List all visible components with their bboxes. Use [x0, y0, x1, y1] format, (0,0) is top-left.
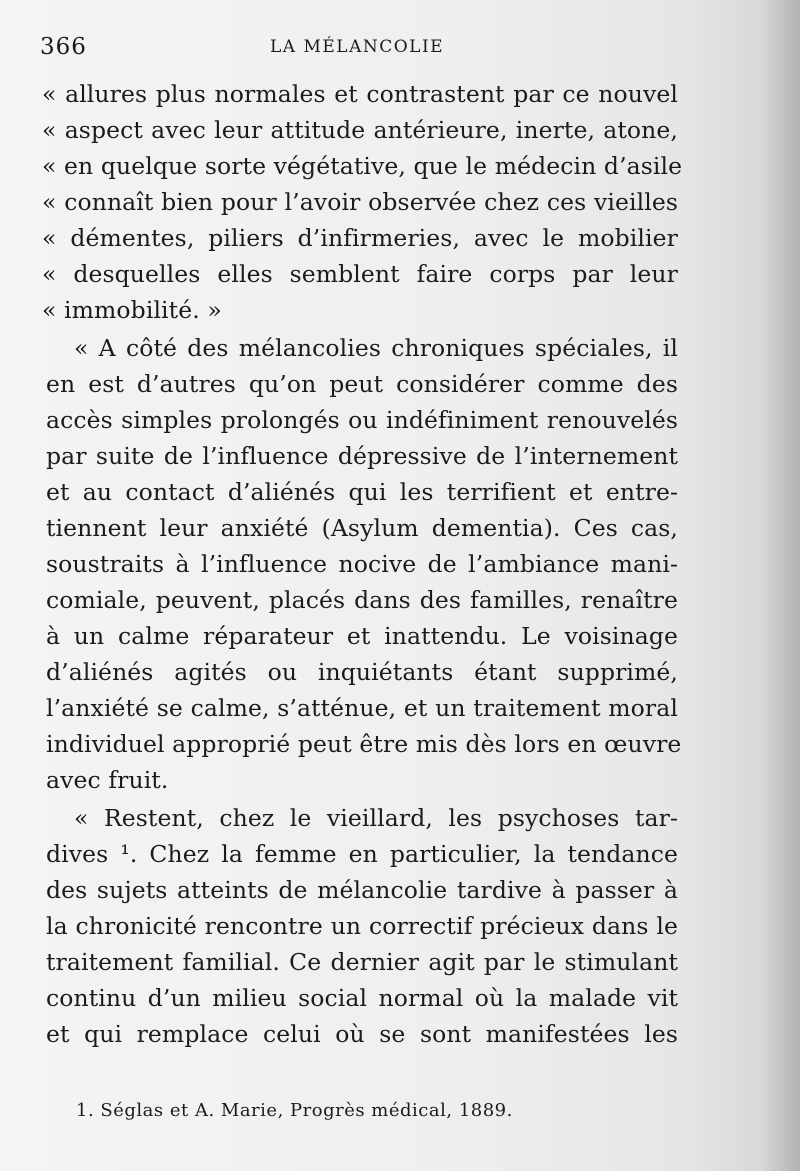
text-line: et au contact d’aliénés qui les terrifient et entre- [46, 478, 678, 506]
page-header [0, 34, 800, 64]
text-line: « A côté des mélancolies chroniques spéciales, il [74, 334, 678, 362]
page-edge-shadow [760, 0, 800, 1171]
text-line: la chronicité rencontre un correctif précieux dans le [46, 912, 678, 940]
text-line: des sujets atteints de mélancolie tardive à passer à [46, 876, 678, 904]
text-line: traitement familial. Ce dernier agit par le stimulant [46, 948, 678, 976]
text-line: dives ¹. Chez la femme en particulier, la tendance [46, 840, 678, 868]
text-line: « aspect avec leur attitude antérieure, inerte, atone, [42, 116, 678, 144]
text-line: « allures plus normales et contrastent par ce nouvel [42, 80, 678, 108]
text-line: en est d’autres qu’on peut considérer comme des [46, 370, 678, 398]
text-line: « démentes, piliers d’infirmeries, avec le mobilier [42, 224, 678, 252]
text-line: à un calme réparateur et inattendu. Le voisinage [46, 622, 678, 650]
page-number: 366 [40, 34, 87, 60]
text-line: « en quelque sorte végétative, que le médecin d’asile [42, 152, 683, 180]
text-line: et qui remplace celui où se sont manifestées les [46, 1020, 678, 1048]
text-line: d’aliénés agités ou inquiétants étant supprimé, [46, 658, 678, 686]
text-line: individuel approprié peut être mis dès lors en œuvre [46, 730, 682, 758]
text-line: accès simples prolongés ou indéfiniment renouvelés [46, 406, 678, 434]
footnote: 1. Séglas et A. Marie, Progrès médical, 1889. [76, 1100, 513, 1121]
text-line: « immobilité. » [42, 296, 222, 324]
text-line: « Restent, chez le vieillard, les psychoses tar- [74, 804, 678, 832]
text-line: comiale, peuvent, placés dans des familles, renaître [46, 586, 678, 614]
text-line: l’anxiété se calme, s’atténue, et un traitement moral [46, 694, 678, 722]
text-line: soustraits à l’influence nocive de l’ambiance mani- [46, 550, 678, 578]
text-line: continu d’un milieu social normal où la malade vit [46, 984, 678, 1012]
running-title: LA MÉLANCOLIE [270, 37, 445, 57]
text-line: tiennent leur anxiété (Asylum dementia). Ces cas, [46, 514, 678, 542]
text-line: par suite de l’influence dépressive de l’internement [46, 442, 678, 470]
text-line: « desquelles elles semblent faire corps par leur [42, 260, 678, 288]
text-line: « connaît bien pour l’avoir observée chez ces vieilles [42, 188, 678, 216]
text-line: avec fruit. [46, 766, 169, 794]
